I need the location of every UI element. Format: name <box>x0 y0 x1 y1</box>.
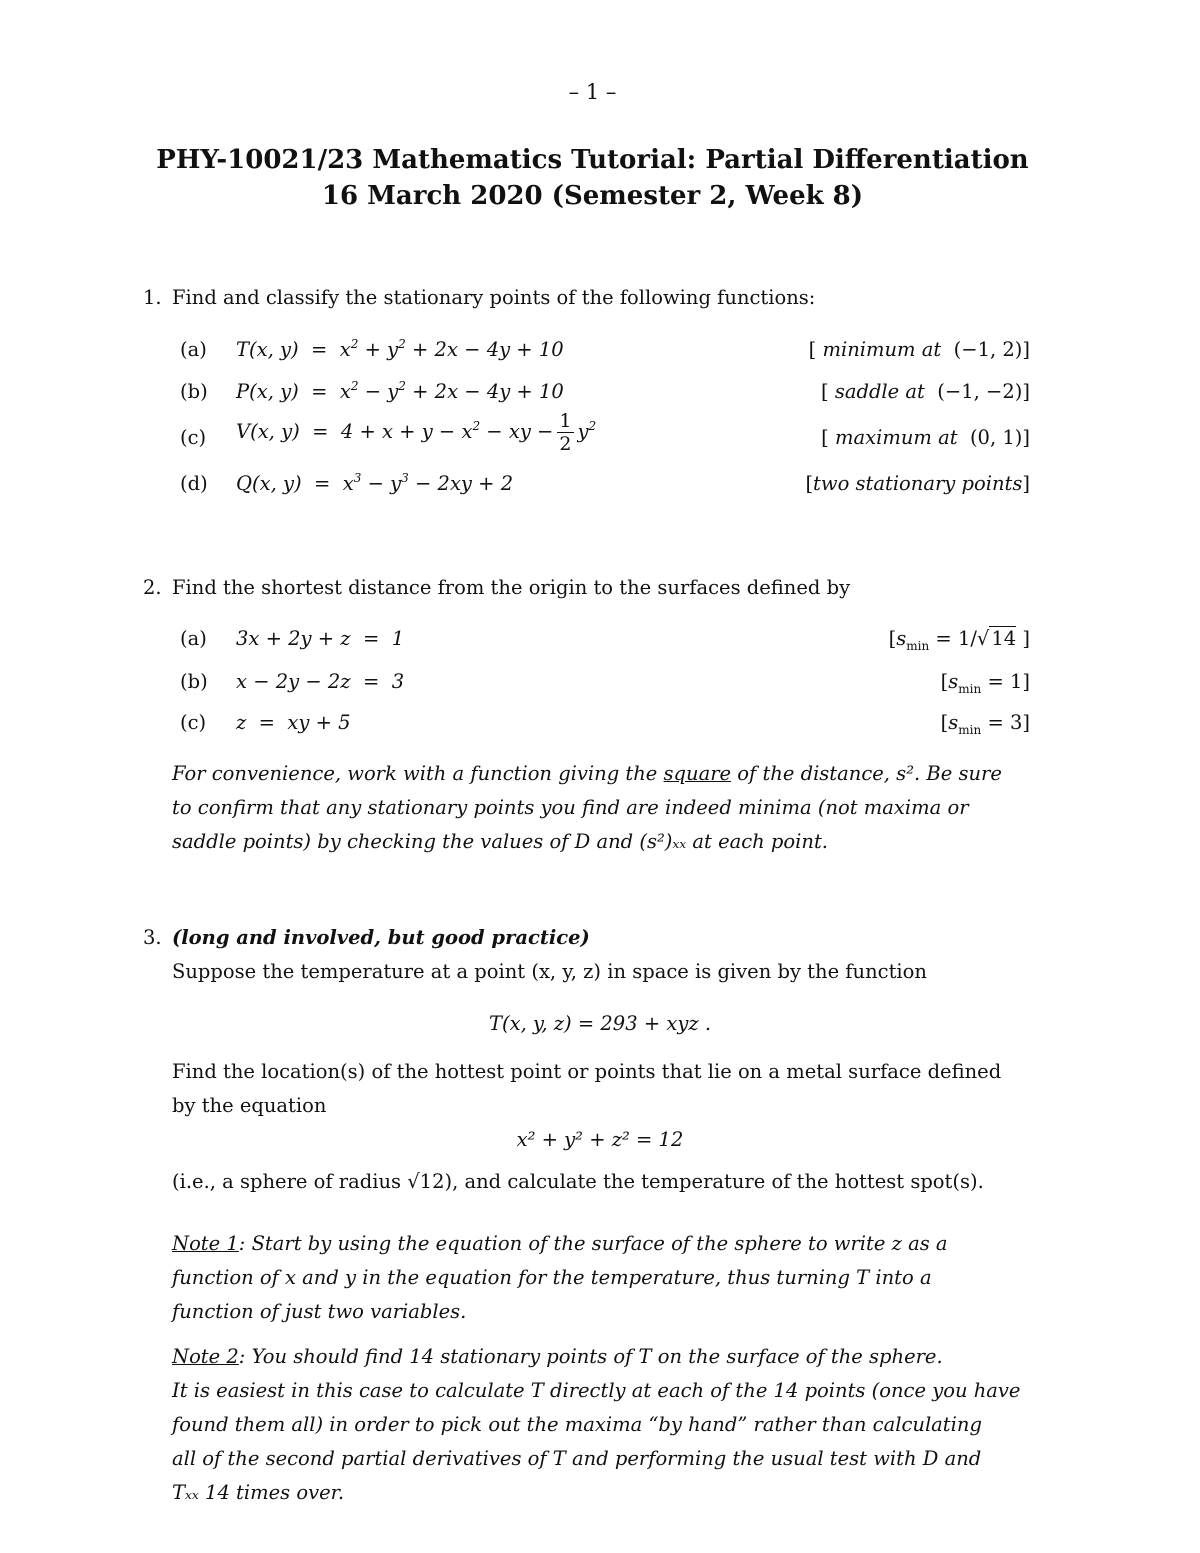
q3-note2-line4: all of the second partial derivatives of T and performing the usual test with D and <box>172 1447 982 1470</box>
q1b-answer: [ saddle at (−1, −2)] <box>821 380 1030 403</box>
q3-tag: (long and involved, but good practice) <box>172 926 590 949</box>
q3-note2-line1: Note 2: You should find 14 stationary points of T on the surface of the sphere. <box>172 1345 943 1368</box>
q1d-label: (d) <box>180 472 208 495</box>
q1-number: 1. <box>143 286 162 309</box>
q2-number: 2. <box>143 576 162 599</box>
q2c-answer: $[s_{min} = 3]$ <box>940 711 1030 737</box>
q1d-answer-kind: two stationary points <box>813 472 1023 495</box>
q1b-answer-kind: saddle at <box>834 380 925 403</box>
q3-find-line1: Find the location(s) of the hottest point or points that lie on a metal surface defined <box>172 1060 1002 1083</box>
q1b-label: (b) <box>180 380 208 403</box>
q3-note2-line3: found them all) in order to pick out the maxima “by hand” rather than calculating <box>172 1413 982 1436</box>
q2a-label: (a) <box>180 627 207 650</box>
q2c-equation: z = xy + 5 <box>236 711 351 734</box>
page-number: – 1 – <box>568 80 617 104</box>
q2-note-line2: to confirm that any stationary points you find are indeed minima (not maxima or <box>172 796 969 819</box>
q2-note-line3: saddle points) by checking the values of D and (s²)ₓₓ at each point. <box>172 830 828 853</box>
q3-find-line2: by the equation <box>172 1094 327 1117</box>
q3-note2-line5: Tₓₓ 14 times over. <box>172 1481 345 1504</box>
q1d-equation: Q(x, $y) = x^3 - y^3 - 2xy + 2$ <box>236 471 514 495</box>
q1c-answer: [ maximum at (0, 1)] <box>821 426 1030 449</box>
note1-label: Note 1 <box>172 1232 239 1255</box>
q1c-answer-kind: maximum at <box>834 426 958 449</box>
q2b-label: (b) <box>180 670 208 693</box>
q1c-answer-value: (0, 1) <box>969 426 1023 449</box>
q3-number: 3. <box>143 926 162 949</box>
q2a-answer: [$s_{min} = 1/√$ 14 ] <box>888 627 1030 653</box>
q3-intro: Suppose the temperature at a point (x, y, z) in space is given by the function <box>172 960 927 983</box>
q1b-equation: P(x, $y) = x^2 - y^2 + 2x - 4y + 10$ <box>236 379 564 403</box>
q3-note1-line2: function of x and y in the equation for the temperature, thus turning T into a <box>172 1266 932 1289</box>
q2a-equation: 3x + 2y + z = 1 <box>236 627 405 650</box>
q1c-equation: V(x, $y) = 4 + x + y - x^2$ − xy − $\frac{1}{2}$ $y^2$ <box>236 410 597 455</box>
q2b-answer: $[s_{min} = 1]$ <box>940 670 1030 696</box>
note2-label: Note 2 <box>172 1345 239 1368</box>
q2-note-line1: For convenience, work with a function giving the square of the distance, s². Be sure <box>172 762 1002 785</box>
q3-equation-sphere: x² + y² + z² = 12 <box>516 1128 684 1151</box>
q1c-label: (c) <box>180 426 207 449</box>
q3-sphere-line: (i.e., a sphere of radius √12), and calculate the temperature of the hottest spot(s). <box>172 1170 984 1193</box>
q1a-answer: [ minimum at (−1, 2)] <box>808 338 1030 361</box>
q2c-label: (c) <box>180 711 207 734</box>
q3-note1-line3: function of just two variables. <box>172 1300 467 1323</box>
q1-text: Find and classify the stationary points of the following functions: <box>172 286 816 309</box>
q1a-label: (a) <box>180 338 207 361</box>
q3-note2-line2: It is easiest in this case to calculate T directly at each of the 14 points (once you have <box>172 1379 1021 1402</box>
q1b-answer-value: (−1, −2) <box>937 380 1023 403</box>
q2b-equation: x − 2y − 2z = 3 <box>236 670 405 693</box>
q1a-answer-kind: minimum at <box>822 338 942 361</box>
q3-equation-temperature: T(x, y, z) = 293 + xyz . <box>488 1012 712 1035</box>
square-emphasis: square <box>663 762 732 785</box>
q1d-answer: [two stationary points] <box>805 472 1030 495</box>
q2-text: Find the shortest distance from the origin to the surfaces defined by <box>172 576 851 599</box>
page-title: PHY-10021/23 Mathematics Tutorial: Partial Differentiation <box>156 145 1029 175</box>
q1a-equation: T(x, $y) = x^2 + y^2 + 2x - 4y + 10$ <box>236 337 564 361</box>
q3-note1-line1: Note 1: Start by using the equation of the surface of the sphere to write z as a <box>172 1232 948 1255</box>
page-subtitle: 16 March 2020 (Semester 2, Week 8) <box>321 181 864 211</box>
q1a-answer-value: (−1, 2) <box>953 338 1023 361</box>
